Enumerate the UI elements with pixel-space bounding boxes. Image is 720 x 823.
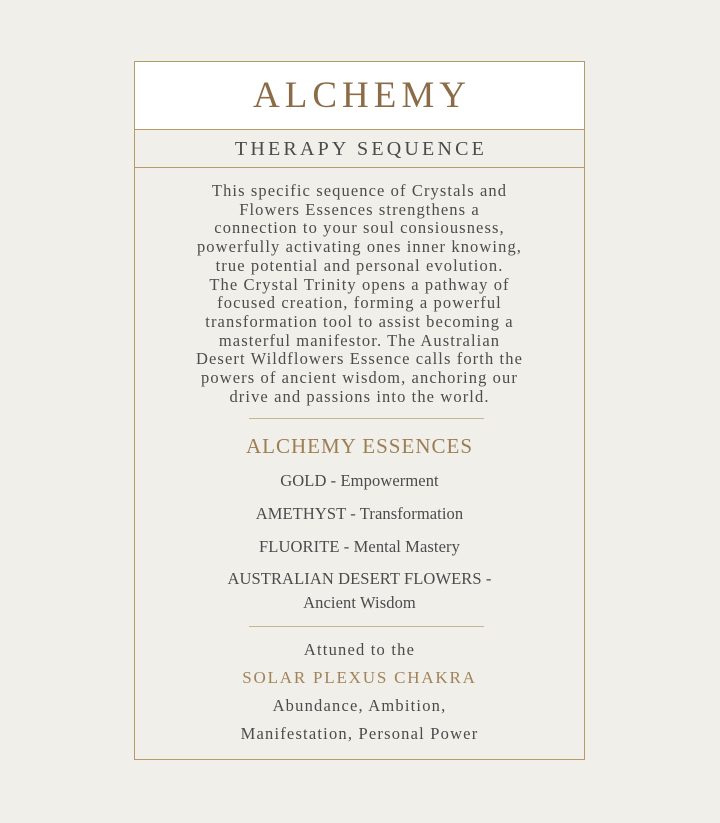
essence-item: GOLD - Empowerment — [280, 471, 439, 490]
description-line: masterful manifestor. The Australian — [218, 330, 501, 350]
description-line: focused creation, forming a powerful — [217, 293, 502, 313]
subtitle-banner — [135, 130, 584, 168]
description-line: powers of ancient wisdom, anchoring our — [201, 368, 518, 388]
divider — [249, 418, 484, 419]
chakra-qualities: Manifestation, Personal Power — [240, 724, 479, 743]
therapy-card — [134, 61, 585, 760]
essence-item: FLUORITE - Mental Mastery — [259, 537, 460, 556]
essence-item: AMETHYST - Transformation — [255, 504, 464, 523]
description-line: This specific sequence of Crystals and — [211, 181, 508, 200]
card-title: ALCHEMY — [253, 75, 471, 116]
essence-item: AUSTRALIAN DESERT FLOWERS - — [227, 569, 492, 588]
card-subtitle: THERAPY SEQUENCE — [234, 138, 488, 160]
description-line: connection to your soul consiousness, — [214, 218, 505, 238]
description-line: transformation tool to assist becoming a — [205, 311, 514, 331]
divider — [249, 626, 484, 627]
title-banner — [135, 62, 584, 130]
attuned-label: Attuned to the — [303, 640, 416, 659]
chakra-qualities: Abundance, Ambition, — [272, 696, 447, 715]
chakra-name: SOLAR PLEXUS CHAKRA — [242, 668, 477, 687]
essences-heading: ALCHEMY ESSENCES — [246, 434, 473, 458]
essence-item: Ancient Wisdom — [303, 593, 416, 612]
description-paragraph — [163, 182, 556, 406]
description-line: Flowers Essences strengthens a — [239, 199, 480, 219]
description-line: Desert Wildflowers Essence calls forth the — [195, 349, 523, 369]
description-line: drive and passions into the world. — [229, 386, 490, 406]
description-line: The Crystal Trinity opens a pathway of — [209, 274, 510, 294]
description-line: powerfully activating ones inner knowing, — [196, 237, 523, 257]
description-line: true potential and personal evolution. — [215, 255, 504, 275]
